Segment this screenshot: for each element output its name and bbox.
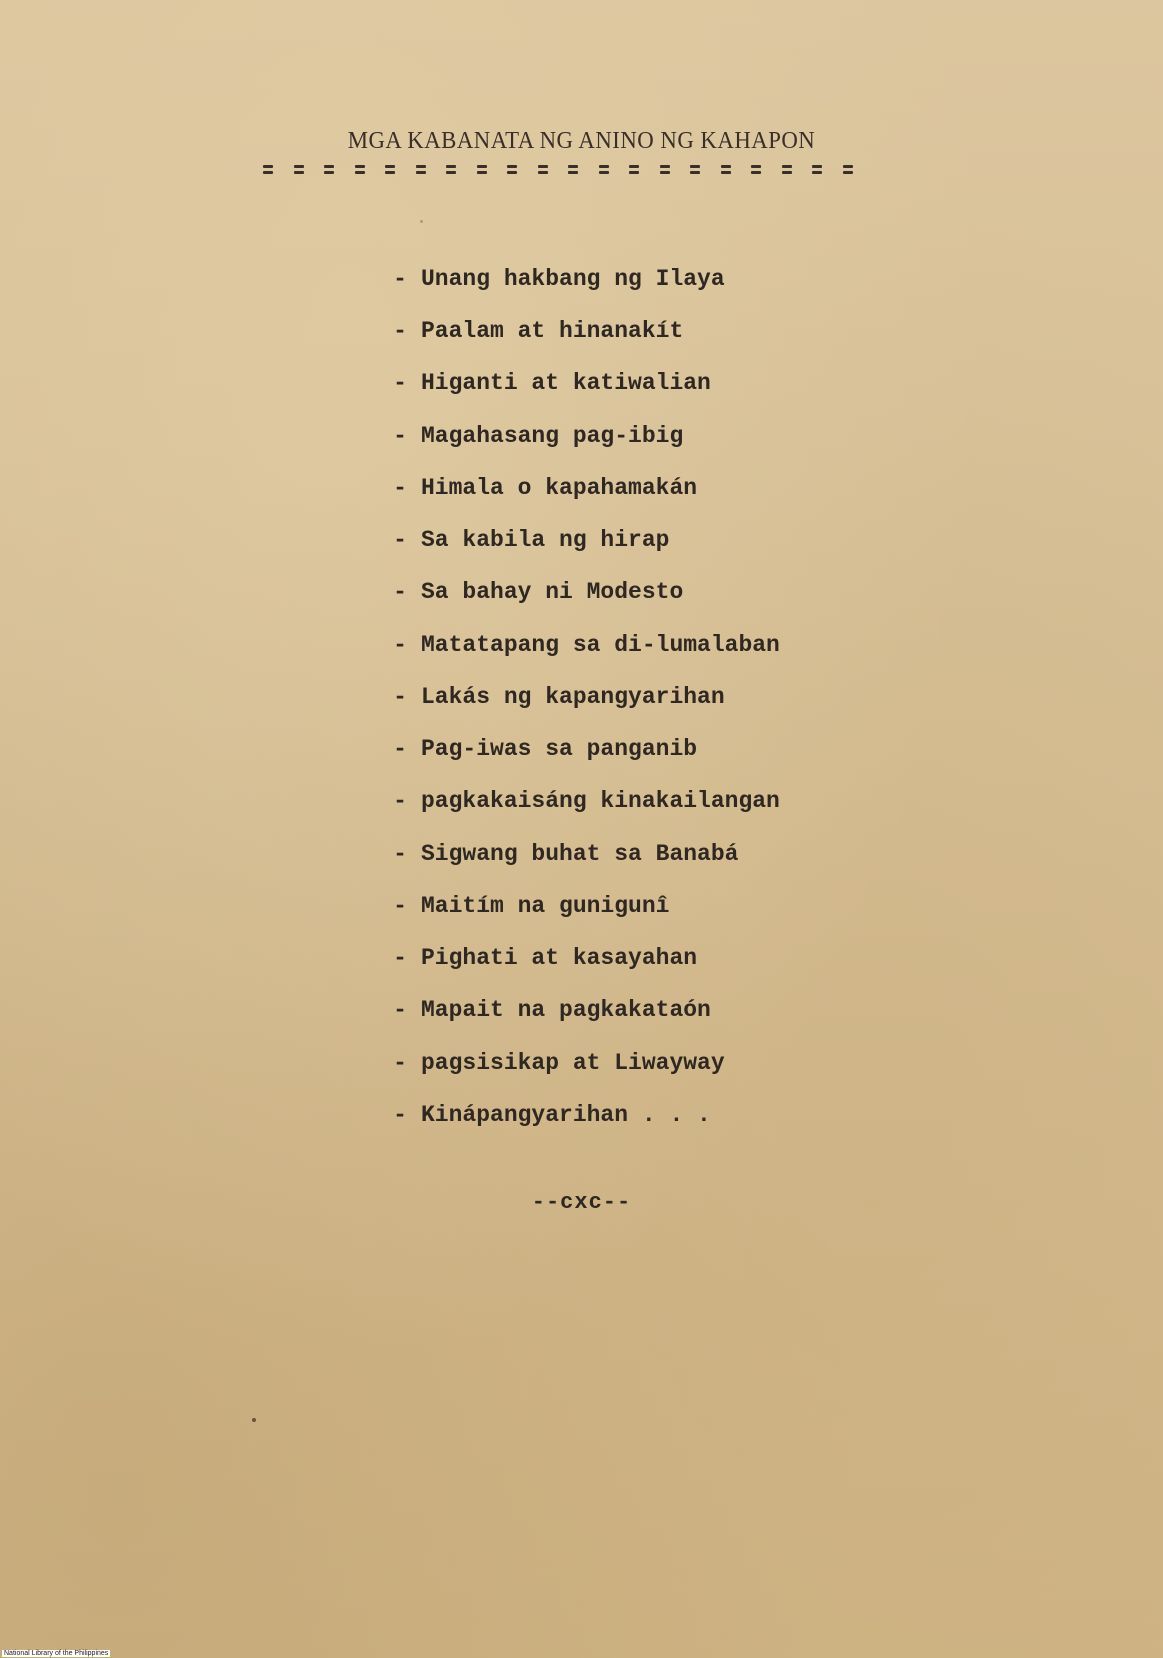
- end-mark: --cxc--: [531, 1190, 632, 1215]
- chapter-separator: -: [393, 893, 407, 919]
- chapter-title: Pag-iwas sa panganib: [421, 736, 698, 762]
- chapter-separator: -: [393, 841, 407, 867]
- chapter-title: Maitím na gunigunî: [421, 893, 670, 919]
- chapter-title: Lakás ng kapangyarihan: [421, 684, 725, 710]
- chapter-separator: -: [393, 423, 407, 449]
- chapter-separator: -: [393, 318, 407, 344]
- chapter-title: pagsisikap at Liwayway: [421, 1050, 725, 1076]
- chapter-separator: -: [393, 788, 407, 814]
- chapter-separator: -: [393, 632, 407, 658]
- page-title: MGA KABANATA NG ANINO NG KAHAPON: [347, 128, 816, 154]
- chapter-separator: -: [393, 475, 407, 501]
- chapter-title: Higanti at katiwalian: [421, 370, 711, 396]
- chapter-title: Sa kabila ng hirap: [421, 527, 670, 553]
- chapter-separator: -: [393, 684, 407, 710]
- chapter-title: Mapait na pagkakataón: [421, 997, 711, 1023]
- chapter-title: Sa bahay ni Modesto: [421, 579, 684, 605]
- chapter-separator: -: [393, 1050, 407, 1076]
- chapter-separator: -: [393, 736, 407, 762]
- title-underline-rule: [263, 163, 853, 179]
- chapter-separator: -: [393, 266, 407, 292]
- chapter-separator: -: [393, 579, 407, 605]
- chapter-title: Kinápangyarihan . . .: [421, 1102, 711, 1128]
- chapter-title: Himala o kapahamakán: [421, 475, 698, 501]
- chapter-title: Pighati at kasayahan: [421, 945, 698, 971]
- paper-speck: [420, 220, 423, 223]
- chapter-title: pagkakaisáng kinakailangan: [421, 788, 780, 814]
- footer-credit: National Library of the Philippines: [4, 1650, 109, 1657]
- chapter-title: Unang hakbang ng Ilaya: [421, 266, 725, 292]
- chapter-separator: -: [393, 997, 407, 1023]
- chapter-separator: -: [393, 945, 407, 971]
- chapter-title: Sigwang buhat sa Banabá: [421, 841, 739, 867]
- chapter-title: Paalam at hinanakít: [421, 318, 684, 344]
- paper-speck: [252, 1418, 256, 1422]
- chapter-title: Magahasang pag-ibig: [421, 423, 684, 449]
- chapter-separator: -: [393, 370, 407, 396]
- chapter-title: Matatapang sa di-lumalaban: [421, 632, 780, 658]
- chapter-separator: -: [393, 527, 407, 553]
- chapter-separator: -: [393, 1102, 407, 1128]
